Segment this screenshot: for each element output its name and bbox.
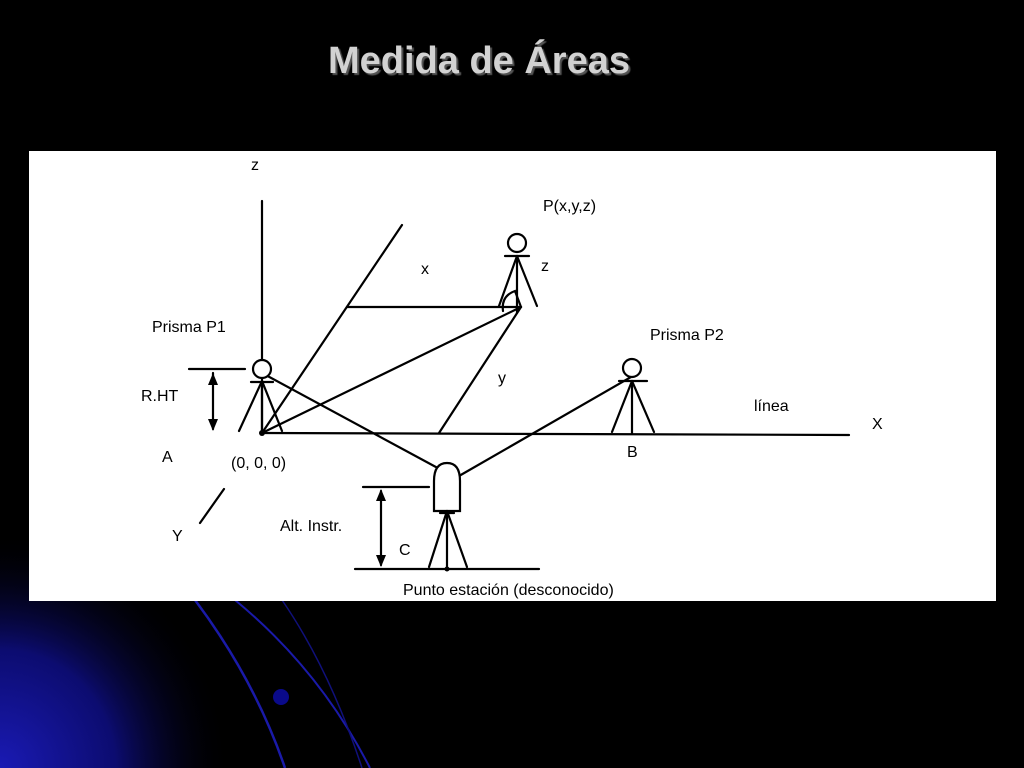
prisma-p2-tripod <box>612 359 654 433</box>
alt-instr-arrowhead-bottom <box>376 555 386 567</box>
label-point-b: B <box>627 444 638 461</box>
origin-point <box>259 430 265 436</box>
label-axis-x: X <box>872 416 883 433</box>
station-point <box>445 567 450 572</box>
diagram-panel <box>29 151 996 601</box>
survey-diagram <box>29 151 996 601</box>
label-x-distance: x <box>421 261 429 278</box>
background-bead <box>273 689 289 705</box>
label-point-p: P(x,y,z) <box>543 198 597 215</box>
x-direction-line <box>262 225 402 433</box>
rht-arrowhead-bottom <box>208 419 218 431</box>
label-y-distance: y <box>498 370 506 387</box>
label-alt-instr: Alt. Instr. <box>280 518 343 535</box>
y-axis-line <box>200 489 224 523</box>
label-linea: línea <box>754 398 789 415</box>
label-point-c: C <box>399 542 411 559</box>
rht-arrowhead-top <box>208 373 218 385</box>
label-point-a: A <box>162 449 173 466</box>
label-rht: R.HT <box>141 388 179 405</box>
x-axis-line <box>262 433 849 435</box>
label-z-height: z <box>541 258 549 275</box>
label-axis-y: Y <box>172 528 183 545</box>
slide-title: Medida de Áreas <box>328 40 630 82</box>
label-origin: (0, 0, 0) <box>231 455 287 472</box>
alt-instr-arrowhead-top <box>376 489 386 501</box>
prisma-p1-tripod <box>239 360 282 433</box>
label-axis-z: z <box>251 157 259 174</box>
label-prisma-p2: Prisma P2 <box>650 327 724 344</box>
sight-line-p2 <box>459 377 631 476</box>
label-station-point: Punto estación (desconocido) <box>403 582 614 599</box>
label-prisma-p1: Prisma P1 <box>152 319 226 336</box>
target-p-tripod <box>499 234 537 313</box>
origin-to-p-line <box>262 307 521 433</box>
total-station-instrument <box>429 463 467 569</box>
